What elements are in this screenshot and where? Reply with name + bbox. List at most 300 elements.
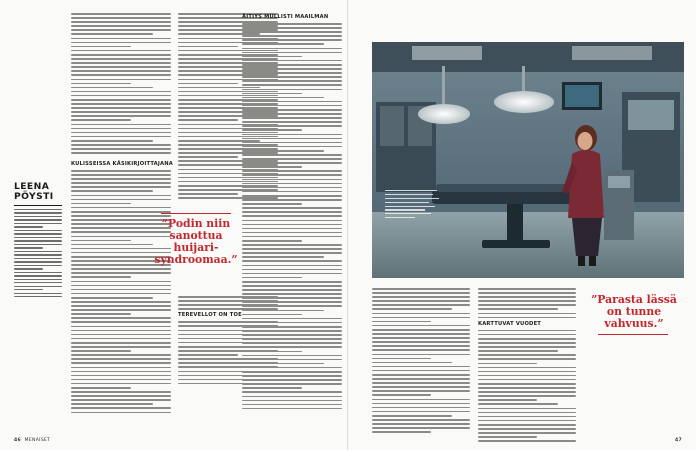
text-line: [71, 38, 171, 40]
text-line: [14, 275, 62, 276]
text-line: [14, 251, 62, 252]
text-line: [242, 35, 342, 37]
text-line: [242, 224, 342, 226]
text-line: [372, 419, 470, 421]
text-line: [71, 79, 171, 81]
text-line: [372, 288, 470, 290]
text-line: [242, 404, 342, 406]
text-line: [242, 265, 342, 267]
text-line: [242, 187, 342, 189]
text-line: [71, 119, 131, 121]
pull-quote-left: [150, 218, 242, 266]
text-line: [71, 367, 171, 369]
text-line: [242, 269, 342, 271]
text-line: [478, 304, 576, 306]
text-line: [242, 330, 342, 332]
operating-room-photo: [372, 42, 684, 278]
text-line: [71, 124, 171, 126]
text-line: [242, 105, 342, 107]
text-line: [478, 363, 537, 365]
text-line: [71, 293, 171, 295]
text-line: [242, 31, 342, 33]
text-line: [478, 387, 576, 389]
text-line: [242, 400, 342, 402]
text-line: [71, 33, 153, 35]
text-line: [71, 207, 171, 209]
bio-text: [14, 209, 62, 297]
text-line: [71, 285, 171, 287]
text-line: [242, 60, 342, 62]
text-line: [71, 136, 171, 138]
text-line: [372, 304, 470, 306]
text-line: [14, 279, 62, 280]
text-line: [242, 154, 342, 156]
text-line: [71, 29, 171, 31]
text-line: [242, 260, 342, 262]
text-line: [71, 203, 131, 205]
pull-quote-right-line-3: vahvuus.”: [604, 317, 664, 330]
text-line: [372, 366, 470, 368]
quote-right-rule-bottom: [598, 334, 668, 335]
text-line: [71, 174, 171, 176]
text-line: [478, 391, 576, 393]
text-line: [242, 363, 324, 365]
page-fold: [347, 0, 349, 450]
text-line: [478, 367, 576, 369]
text-line: [71, 132, 171, 134]
text-line: [372, 292, 470, 294]
text-line: [71, 391, 171, 393]
text-line: [372, 300, 470, 302]
text-line: [71, 289, 171, 291]
text-line: [242, 342, 342, 344]
text-line: [242, 101, 342, 103]
text-line: [478, 412, 576, 414]
right-page-number: 47: [675, 438, 682, 443]
text-line: [478, 330, 576, 332]
text-line: [242, 236, 342, 238]
text-line: [71, 399, 171, 401]
quote-left-rule-top: [161, 213, 231, 214]
pull-quote-left-line-2: sanottua huijari-: [169, 229, 223, 254]
text-line: [242, 146, 342, 148]
left-column-b: [71, 160, 171, 416]
text-line: [71, 74, 171, 76]
text-line: [242, 346, 342, 348]
text-line: [71, 182, 171, 184]
text-line: [71, 383, 171, 385]
text-line: [71, 107, 171, 109]
text-line: [242, 248, 342, 250]
text-line: [242, 174, 342, 176]
text-line: [242, 80, 342, 82]
text-line: [14, 240, 62, 241]
subhead-left-c: TEREVELLOT ON TOE: [178, 312, 242, 319]
text-line: [242, 39, 342, 41]
text-line: [478, 432, 576, 434]
text-line: [14, 230, 62, 231]
right-column-2: [478, 288, 576, 444]
text-line: [242, 113, 342, 115]
text-line: [242, 134, 342, 136]
bio-name-last: PÖYSTI: [14, 191, 54, 202]
text-line: [242, 228, 342, 230]
text-line: [372, 386, 470, 388]
text-line: [71, 244, 153, 246]
text-line: [14, 296, 62, 297]
text-line: [478, 308, 558, 310]
text-line: [478, 408, 576, 410]
pull-quote-right: [588, 294, 680, 330]
text-line: [478, 424, 576, 426]
text-line: [372, 362, 452, 364]
text-line: [478, 436, 537, 438]
text-line: [242, 244, 342, 246]
text-line: [372, 399, 470, 401]
text-line: [242, 318, 342, 320]
text-line: [242, 48, 342, 50]
text-line: [71, 276, 131, 278]
text-line: [242, 195, 342, 197]
text-line: [71, 25, 171, 27]
text-line: [242, 220, 342, 222]
text-line: [14, 216, 62, 217]
text-line: [242, 322, 342, 324]
text-line: [242, 326, 342, 328]
text-line: [372, 370, 470, 372]
text-line: [71, 91, 171, 93]
right-folio: [675, 438, 682, 443]
text-line: [242, 240, 302, 242]
text-line: [242, 84, 342, 86]
pull-quote-right-line-2: on tunne: [606, 305, 662, 318]
text-line: [478, 300, 576, 302]
text-line: [71, 281, 171, 283]
bio-name: [14, 182, 62, 202]
text-line: [478, 358, 576, 360]
text-line: [242, 334, 342, 336]
text-line: [242, 183, 342, 185]
text-line: [242, 289, 342, 291]
text-line: [242, 252, 342, 254]
text-line: [71, 148, 171, 150]
text-line: [242, 305, 342, 307]
text-line: [372, 427, 470, 429]
text-line: [71, 17, 171, 19]
text-line: [71, 338, 171, 340]
text-line: [71, 301, 171, 303]
text-line: [71, 309, 171, 311]
text-line: [372, 308, 452, 310]
pull-quote-left-line-1: ”Podin niin: [161, 217, 231, 230]
text-line: [372, 333, 470, 335]
pull-quote-left-line-3: syndroomaa.”: [154, 253, 238, 266]
text-line: [242, 121, 342, 123]
text-line: [71, 66, 171, 68]
text-line: [71, 62, 171, 64]
text-line: [242, 277, 302, 279]
text-line: [242, 64, 342, 66]
text-line: [242, 89, 342, 91]
text-line: [71, 21, 171, 23]
subhead-left-b: KULISSEISSA KÄSIKIRJOITTAJANA: [71, 161, 173, 167]
text-line: [478, 440, 576, 442]
text-line: [478, 296, 576, 298]
text-line: [71, 87, 153, 89]
text-line: [14, 282, 62, 283]
text-line: [372, 423, 470, 425]
text-line: [242, 43, 324, 45]
text-line: [242, 23, 342, 25]
text-line: [71, 297, 153, 299]
text-line: [242, 293, 342, 295]
text-line: [242, 273, 342, 275]
text-line: [372, 317, 470, 319]
text-line: [372, 313, 470, 315]
text-line: [71, 362, 171, 364]
bio-rule: [14, 205, 62, 206]
text-line: [478, 379, 576, 381]
text-line: [71, 115, 171, 117]
text-line: [71, 354, 171, 356]
text-line: [242, 256, 324, 258]
text-line: [242, 162, 342, 164]
text-line: [71, 317, 171, 319]
text-line: [372, 321, 431, 323]
text-line: [71, 111, 171, 113]
text-line: [71, 186, 171, 188]
text-line: [71, 99, 171, 101]
text-line: [71, 371, 171, 373]
text-line: [71, 379, 171, 381]
text-line: [14, 223, 62, 224]
bio-sidebar: [14, 182, 62, 300]
text-line: [71, 321, 171, 323]
text-line: [242, 56, 302, 58]
text-line: [478, 375, 576, 377]
text-line: [242, 76, 342, 78]
text-line: [71, 334, 171, 336]
text-line: [14, 289, 43, 290]
left-page-number: 46: [14, 438, 21, 443]
text-line: [242, 379, 342, 381]
text-line: [478, 416, 576, 418]
text-line: [71, 350, 131, 352]
text-line: [372, 354, 470, 356]
text-line: [242, 68, 342, 70]
text-line: [14, 212, 62, 213]
text-line: [71, 58, 171, 60]
text-line: [14, 219, 62, 220]
text-line: [242, 125, 342, 127]
text-line: [14, 254, 62, 255]
text-line: [71, 407, 171, 409]
text-line: [71, 268, 171, 270]
text-line: [372, 407, 470, 409]
text-line: [14, 272, 62, 273]
text-line: [71, 342, 171, 344]
text-line: [14, 233, 62, 234]
text-line: [478, 317, 576, 319]
text-line: [71, 412, 171, 414]
text-line: [242, 232, 342, 234]
text-line: [14, 247, 43, 248]
text-line: [242, 215, 342, 217]
text-line: [71, 330, 171, 332]
text-line: [71, 240, 131, 242]
text-line: [372, 349, 470, 351]
text-line: [71, 42, 171, 44]
text-line: [242, 179, 342, 181]
text-line: [478, 350, 558, 352]
text-line: [14, 244, 62, 245]
text-line: [71, 211, 171, 213]
text-line: [242, 281, 342, 283]
text-line: [242, 387, 302, 389]
text-line: [242, 93, 302, 95]
right-column-1: [372, 288, 470, 435]
text-line: [372, 394, 431, 396]
text-line: [71, 170, 171, 172]
text-line: [242, 359, 342, 361]
text-line: [242, 117, 342, 119]
text-line: [242, 211, 342, 213]
text-line: [242, 158, 342, 160]
text-line: [178, 46, 238, 48]
subhead-right-b: KARTTUVAT VUODET: [478, 320, 542, 327]
text-line: [242, 355, 342, 357]
text-line: [372, 390, 470, 392]
text-line: [71, 346, 171, 348]
text-line: [372, 382, 470, 384]
text-line: [242, 391, 342, 393]
text-line: [178, 83, 238, 85]
text-line: [478, 403, 558, 405]
text-line: [242, 203, 302, 205]
text-line: [14, 286, 62, 287]
left-column-a: [71, 13, 171, 156]
text-line: [372, 378, 470, 380]
text-line: [71, 326, 171, 328]
text-line: [478, 383, 576, 385]
text-line: [242, 338, 342, 340]
text-line: [242, 383, 342, 385]
text-line: [71, 95, 171, 97]
text-line: [71, 305, 171, 307]
text-line: [71, 103, 171, 105]
text-line: [478, 338, 576, 340]
text-line: [478, 334, 576, 336]
left-magazine-name: MENAISET: [24, 438, 51, 443]
text-line: [71, 54, 171, 56]
text-line: [71, 313, 131, 315]
text-line: [71, 70, 171, 72]
text-line: [14, 226, 43, 227]
text-line: [372, 296, 470, 298]
text-line: [372, 411, 470, 413]
text-line: [372, 345, 470, 347]
text-line: [242, 27, 342, 29]
text-line: [71, 178, 171, 180]
text-line: [14, 265, 62, 266]
text-line: [71, 46, 131, 48]
text-line: [71, 128, 171, 130]
pull-quote-right-line-1: ”Parasta lässä: [591, 293, 677, 306]
text-line: [242, 109, 342, 111]
text-line: [242, 170, 342, 172]
text-line: [372, 415, 452, 417]
text-line: [14, 258, 62, 259]
text-line: [71, 83, 131, 85]
text-line: [71, 387, 131, 389]
text-line: [372, 325, 470, 327]
text-line: [71, 358, 171, 360]
text-line: [71, 152, 171, 154]
text-line: [71, 215, 171, 217]
text-line: [14, 209, 62, 210]
text-line: [372, 337, 470, 339]
text-line: [242, 138, 342, 140]
photo-caption: [385, 190, 441, 221]
text-line: [242, 285, 342, 287]
text-line: [478, 395, 576, 397]
text-line: [178, 156, 238, 158]
text-line: [242, 52, 342, 54]
subhead-right-a: ÄITIYS MULLISTI MAAILMAN: [242, 14, 329, 20]
text-line: [14, 261, 62, 262]
text-line: [372, 374, 470, 376]
text-line: [71, 190, 153, 192]
text-line: [71, 403, 153, 405]
text-line: [242, 367, 342, 369]
text-line: [242, 150, 324, 152]
text-line: [14, 237, 62, 238]
text-line: [242, 129, 302, 131]
text-line: [178, 354, 238, 356]
text-line: [242, 301, 342, 303]
text-line: [242, 375, 342, 377]
text-line: [242, 166, 302, 168]
text-line: [478, 399, 537, 401]
text-line: [478, 354, 576, 356]
article-photo: [372, 42, 684, 278]
text-line: [71, 375, 171, 377]
text-line: [71, 199, 171, 201]
left-folio: [14, 438, 50, 443]
text-line: [478, 288, 576, 290]
text-line: [71, 13, 171, 15]
text-line: [71, 140, 153, 142]
text-line: [478, 292, 576, 294]
text-line: [242, 72, 342, 74]
text-line: [242, 396, 342, 398]
text-line: [178, 193, 238, 195]
text-line: [242, 371, 342, 373]
text-line: [478, 342, 576, 344]
text-line: [242, 207, 342, 209]
text-line: [71, 195, 171, 197]
text-line: [242, 97, 324, 99]
text-line: [14, 293, 62, 294]
text-line: [478, 428, 576, 430]
text-line: [71, 144, 171, 146]
text-line: [71, 272, 171, 274]
text-line: [372, 431, 431, 433]
text-line: [242, 199, 342, 201]
text-line: [14, 268, 43, 269]
text-line: [242, 191, 342, 193]
text-line: [478, 346, 576, 348]
